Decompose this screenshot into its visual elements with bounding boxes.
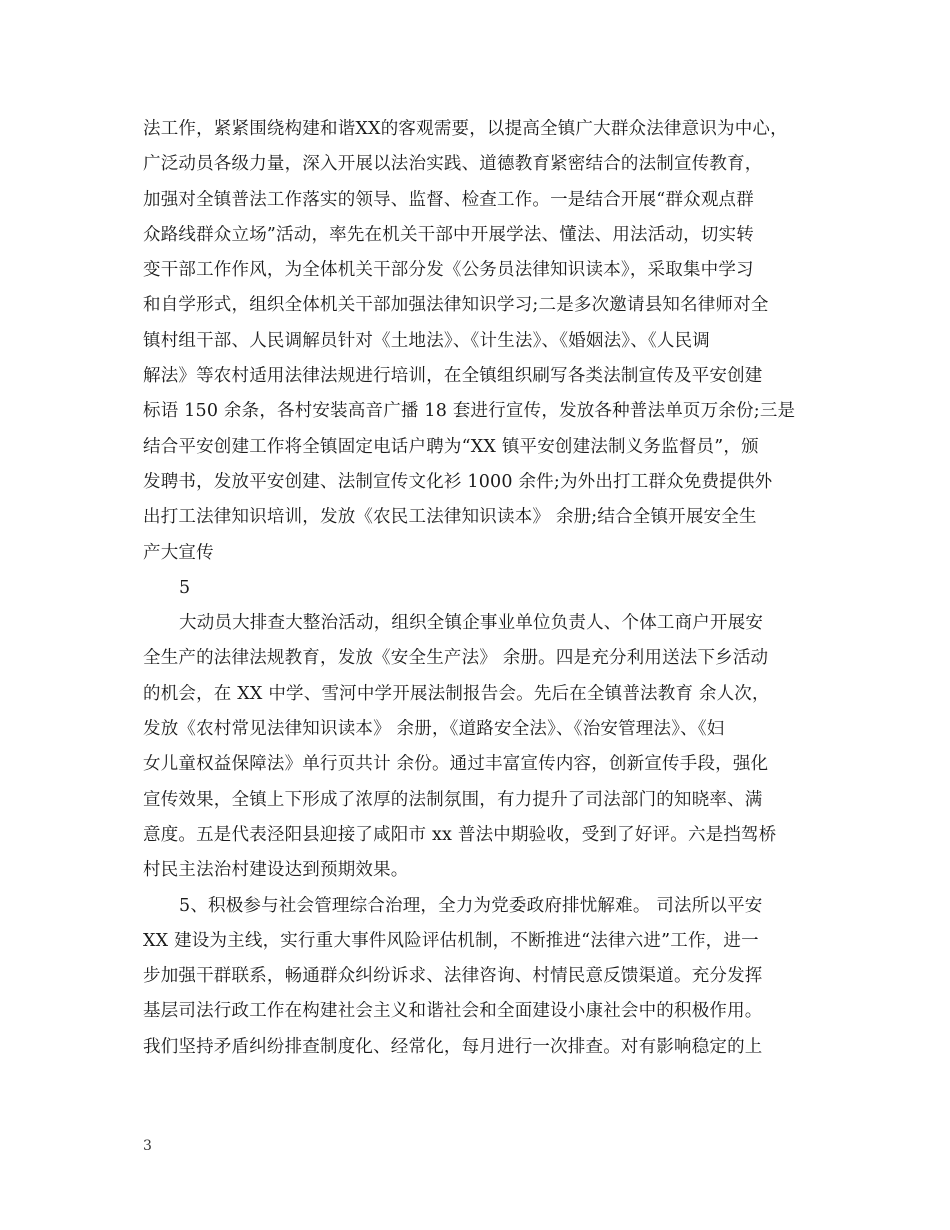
text-line: 变干部工作作风，为全体机关干部分发《公务员法律知识读本》，采取集中学习	[143, 260, 754, 281]
text-line: XX 建设为主线，实行重大事件风险评估机制，不断推进“法律六进”工作，进一	[143, 930, 759, 951]
text-line: 步加强干群联系，畅通群众纠纷诉求、法律咨询、村情民意反馈渠道。充分发挥	[143, 966, 763, 987]
text-line: 产大宣传	[143, 542, 214, 563]
text-line: 宣传效果，全镇上下形成了浓厚的法制氛围，有力提升了司法部门的知晓率、满	[143, 789, 763, 810]
text-line: 众路线群众立场”活动，率先在机关干部中开展学法、懂法、用法活动，切实转	[143, 224, 754, 245]
text-line: 全生产的法律法规教育，发放《安全生产法》 余册。四是充分利用送法下乡活动	[143, 648, 769, 669]
document-body	[143, 112, 813, 1065]
text-line: 广泛动员各级力量，深入开展以法治实践、道德教育紧密结合的法制宣传教育，	[143, 154, 763, 175]
text-line: 5、积极参与社会管理综合治理，全力为党委政府排忧解难。 司法所以平安	[179, 895, 763, 916]
text-line: 镇村组干部、人民调解员针对《土地法》、《计生法》、《婚姻法》、《人民调	[143, 330, 710, 351]
text-line: 的机会，在 XX 中学、雪河中学开展法制报告会。先后在全镇普法教育 余人次，	[143, 683, 770, 704]
text-line: 出打工法律知识培训，发放《农民工法律知识读本》 余册;结合全镇开展安全生	[143, 507, 757, 528]
paragraph-safety-campaign	[143, 606, 813, 888]
page-number: 3	[143, 1138, 152, 1154]
text-line: 我们坚持矛盾纠纷排查制度化、经常化，每月进行一次排查。对有影响稳定的上	[143, 1036, 763, 1057]
text-line: 结合平安创建工作将全镇固定电话户聘为“XX 镇平安创建法制义务监督员”，颁	[143, 436, 759, 457]
paragraph-social-governance	[143, 889, 813, 1065]
text-line: 大动员大排查大整治活动，组织全镇企事业单位负责人、个体工商户开展安	[179, 613, 764, 634]
text-line: 意度。五是代表泾阳县迎接了咸阳市 xx 普法中期验收，受到了好评。六是挡驾桥	[143, 824, 777, 845]
text-line: 发放《农村常见法律知识读本》 余册，《道路安全法》、《治安管理法》、《妇	[143, 719, 725, 740]
text-line: 标语 150 余条，各村安装高音广播 18 套进行宣传，发放各种普法单页万余份;三是	[143, 401, 796, 422]
paragraph-legal-publicity	[143, 112, 813, 571]
text-line: 村民主法治村建设达到预期效果。	[143, 860, 409, 881]
text-line: 和自学形式，组织全体机关干部加强法律知识学习;二是多次邀请县知名律师对全	[143, 295, 769, 316]
section-number: 5	[179, 577, 191, 598]
text-line: 发聘书，发放平安创建、法制宣传文化衫 1000 余件;为外出打工群众免费提供外	[143, 471, 773, 492]
text-line: 解法》等农村适用法律法规进行培训，在全镇组织刷写各类法制宣传及平安创建	[143, 366, 763, 387]
text-line: 法工作，紧紧围绕构建和谐XX的客观需要，以提高全镇广大群众法律意识为中心，	[143, 119, 788, 139]
text-line: 基层司法行政工作在构建社会主义和谐社会和全面建设小康社会中的积极作用。	[143, 1001, 763, 1022]
text-line: 加强对全镇普法工作落实的领导、监督、检查工作。一是结合开展“群众观点群	[143, 189, 754, 210]
text-line: 女儿童权益保障法》单行页共计 余份。通过丰富宣传内容，创新宣传手段，强化	[143, 754, 769, 775]
